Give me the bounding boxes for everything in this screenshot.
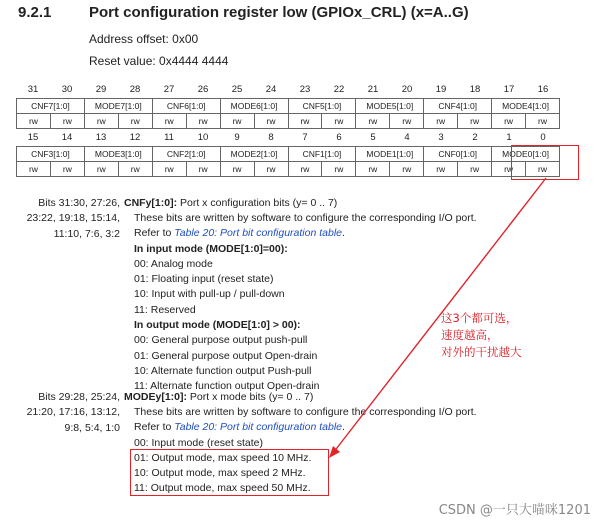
access-cell: rw [390, 162, 424, 177]
access-cell: rw [220, 114, 254, 129]
refer-suffix: . [342, 227, 345, 240]
access-cell: rw [17, 162, 51, 177]
field-mode7: MODE7[1:0] [84, 99, 152, 114]
access-cell: rw [526, 162, 560, 177]
bit-number: 13 [95, 132, 107, 143]
field-cnf6: CNF6[1:0] [152, 99, 220, 114]
input-item: 10: Input with pull-up / pull-down [134, 288, 285, 301]
bit-number: 15 [27, 132, 39, 143]
field-cnf2: CNF2[1:0] [152, 147, 220, 162]
mode-item: 10: Output mode, max speed 2 MHz. [134, 467, 306, 480]
cnf-bits-line: 11:10, 7:6, 3:2 [53, 227, 120, 240]
access-cell: rw [186, 162, 220, 177]
access-cell: rw [492, 114, 526, 129]
bit-number: 5 [370, 132, 376, 143]
bit-number: 16 [537, 84, 549, 95]
access-cell: rw [526, 114, 560, 129]
field-cnf7: CNF7[1:0] [17, 99, 85, 114]
access-cell: rw [288, 162, 322, 177]
field-cnf3: CNF3[1:0] [17, 147, 85, 162]
section-number: 9.2.1 [18, 4, 52, 21]
bit-number: 3 [438, 132, 444, 143]
mode-bits-line: Bits 29:28, 25:24, [38, 391, 120, 403]
access-cell: rw [50, 162, 84, 177]
field-mode3: MODE3[1:0] [84, 147, 152, 162]
mode-bits-line: 9:8, 5:4, 1:0 [64, 421, 120, 434]
access-cell: rw [220, 162, 254, 177]
bit-number: 21 [367, 84, 379, 95]
cnf-field-name: CNFy[1:0]: [124, 197, 178, 209]
access-cell: rw [458, 162, 492, 177]
input-mode-heading: In input mode (MODE[1:0]=00): [134, 242, 288, 255]
bit-number: 14 [61, 132, 73, 143]
bit-number: 29 [95, 84, 107, 95]
refer-prefix: Refer to [134, 421, 175, 434]
bit-number: 31 [27, 84, 39, 95]
output-mode-heading: In output mode (MODE[1:0] > 00): [134, 319, 301, 332]
access-cell: rw [322, 162, 356, 177]
bit-number: 2 [472, 132, 478, 143]
table-20-link[interactable]: Table 20: Port bit configuration table [174, 421, 343, 434]
field-mode5: MODE5[1:0] [356, 99, 424, 114]
csdn-watermark: CSDN @一只大喵咪1201 [438, 503, 591, 518]
bit-number: 22 [333, 84, 345, 95]
field-cnf5: CNF5[1:0] [288, 99, 356, 114]
field-mode0: MODE0[1:0] [492, 147, 560, 162]
bit-number: 17 [503, 84, 515, 95]
mode-item: 11: Output mode, max speed 50 MHz. [134, 482, 311, 495]
bit-number: 4 [404, 132, 410, 143]
bit-number: 28 [129, 84, 141, 95]
refer-prefix: Refer to [134, 227, 175, 240]
mode-field-desc: Port x mode bits (y= 0 .. 7) [187, 391, 314, 403]
cnf-line: These bits are written by software to configure the corresponding I/O port. [134, 212, 477, 224]
access-cell: rw [17, 114, 51, 129]
address-offset: Address offset: 0x00 [89, 32, 199, 46]
bit-number: 1 [506, 132, 512, 143]
bit-number: 20 [401, 84, 413, 95]
cnf-bits-line: Bits 31:30, 27:26, [38, 197, 120, 209]
access-cell: rw [322, 114, 356, 129]
bit-number: 30 [61, 84, 73, 95]
access-cell: rw [118, 162, 152, 177]
cnf-bits-line: 23:22, 19:18, 15:14, [26, 212, 120, 225]
access-cell: rw [288, 114, 322, 129]
speed-annotation [441, 310, 522, 361]
annotation-line: 速度越高， [441, 328, 499, 342]
access-cell: rw [254, 162, 288, 177]
access-cell: rw [186, 114, 220, 129]
input-item: 11: Reserved [134, 303, 196, 316]
reset-value: Reset value: 0x4444 4444 [89, 54, 229, 68]
bit-number: 23 [299, 84, 311, 95]
access-cell: rw [390, 114, 424, 129]
access-cell: rw [84, 114, 118, 129]
mode-field-name: MODEy[1:0]: [124, 391, 188, 403]
bit-number: 24 [265, 84, 277, 95]
annotation-line: 对外的干扰越大 [441, 345, 522, 359]
access-cell: rw [118, 114, 152, 129]
access-cell: rw [458, 114, 492, 129]
mode-bits-line: 21:20, 17:16, 13:12, [26, 406, 120, 419]
output-item: 00: General purpose output push-pull [134, 334, 308, 347]
bit-number: 9 [234, 132, 240, 143]
output-item: 10: Alternate function output Push-pull [134, 364, 312, 377]
mode-item: 00: Input mode (reset state) [134, 436, 263, 449]
field-cnf4: CNF4[1:0] [424, 99, 492, 114]
access-cell: rw [50, 114, 84, 129]
access-cell: rw [152, 114, 186, 129]
output-item: 01: General purpose output Open-drain [134, 349, 318, 362]
mode-line: These bits are written by software to configure the corresponding I/O port. [134, 406, 477, 418]
bit-number: 19 [435, 84, 447, 95]
cnf-field-desc: Port x configuration bits (y= 0 .. 7) [177, 197, 338, 209]
bit-number: 26 [197, 84, 209, 95]
access-cell: rw [152, 162, 186, 177]
field-cnf1: CNF1[1:0] [288, 147, 356, 162]
access-cell: rw [84, 162, 118, 177]
bit-number: 6 [336, 132, 342, 143]
table-20-link[interactable]: Table 20: Port bit configuration table [174, 227, 343, 240]
bit-number: 27 [163, 84, 175, 95]
field-mode6: MODE6[1:0] [220, 99, 288, 114]
input-item: 00: Analog mode [134, 257, 213, 270]
input-item: 01: Floating input (reset state) [134, 273, 274, 286]
access-cell: rw [424, 114, 458, 129]
mode-item: 01: Output mode, max speed 10 MHz. [134, 451, 312, 464]
bit-number: 25 [231, 84, 243, 95]
access-cell: rw [356, 162, 390, 177]
bit-number: 8 [268, 132, 274, 143]
field-mode2: MODE2[1:0] [220, 147, 288, 162]
field-mode4: MODE4[1:0] [492, 99, 560, 114]
arrow-head [329, 446, 340, 458]
access-cell: rw [492, 162, 526, 177]
field-mode1: MODE1[1:0] [356, 147, 424, 162]
section-title: Port configuration register low (GPIOx_CRL) (x=A..G) [89, 4, 469, 21]
bit-number: 18 [469, 84, 481, 95]
output-item: 11: Alternate function output Open-drain [134, 380, 320, 393]
bit-number: 0 [540, 132, 546, 143]
access-cell: rw [254, 114, 288, 129]
refer-suffix: . [342, 421, 345, 434]
access-cell: rw [356, 114, 390, 129]
bit-number: 12 [129, 132, 141, 143]
access-cell: rw [424, 162, 458, 177]
bit-number: 7 [302, 132, 308, 143]
bit-number: 10 [197, 132, 209, 143]
field-cnf0: CNF0[1:0] [424, 147, 492, 162]
annotation-line: 这3个都可选， [441, 311, 518, 325]
bit-number: 11 [164, 132, 174, 143]
